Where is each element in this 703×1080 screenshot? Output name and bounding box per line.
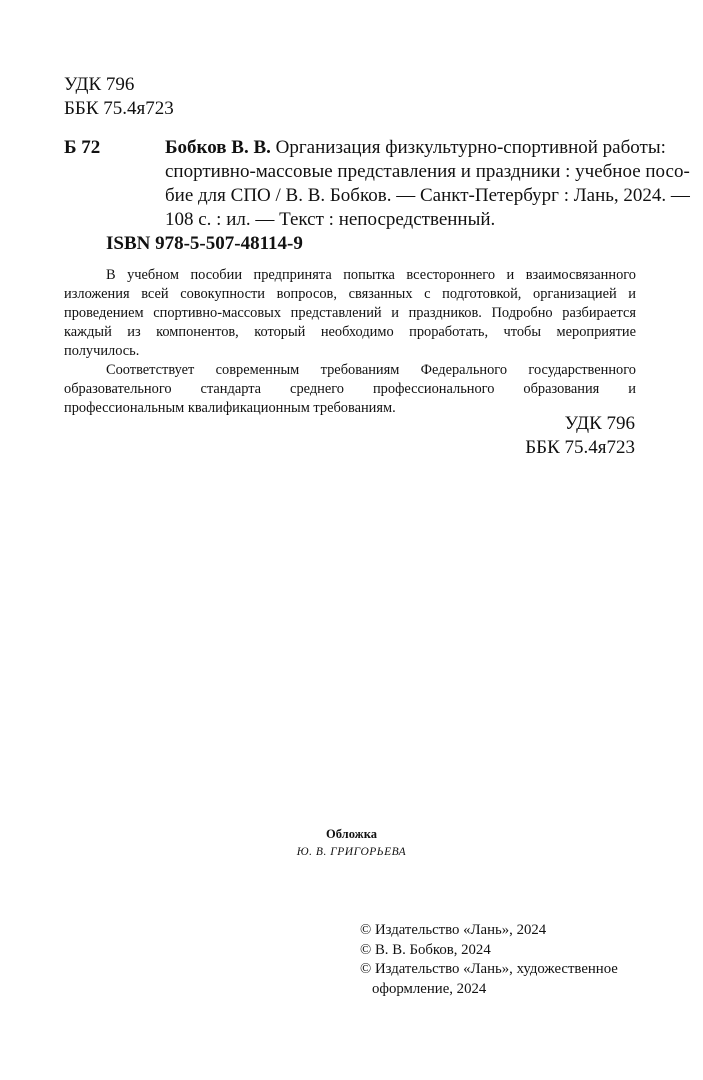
copyright-line: © В. В. Бобков, 2024 — [360, 941, 491, 958]
udk-code-bottom: УДК 796 — [564, 413, 635, 434]
annotation-line: каждый из компонентов, который необходимо проработать, чтобы мероприятие — [64, 324, 636, 340]
annotation-paragraph-2 — [64, 361, 636, 418]
annotation-line: В учебном пособии предпринята попытка всестороннего и взаимосвязанного — [106, 267, 636, 283]
copyright-line: © Издательство «Лань», художественное — [360, 961, 618, 977]
udk-code-top: УДК 796 — [64, 74, 135, 95]
copyright-block — [360, 921, 618, 999]
bbk-code-bottom: ББК 75.4я723 — [525, 437, 635, 458]
biblio-line: бие для СПО / В. В. Бобков. — Санкт-Петербург : Лань, 2024. — — [165, 185, 690, 206]
title-line: Организация физкультурно-спортивной работы: — [275, 137, 666, 158]
annotation-line: получилось. — [64, 343, 140, 359]
annotation-line: изложения всей совокупности вопросов, связанных с подготовкой, организацией и — [64, 286, 636, 302]
isbn: ISBN 978-5-507-48114-9 — [106, 233, 303, 254]
biblio-line — [165, 136, 666, 160]
library-code: Б 72 — [64, 137, 101, 158]
biblio-line: 108 с. : ил. — Текст : непосредственный. — [165, 209, 496, 230]
cover-artist: Ю. В. ГРИГОРЬЕВА — [296, 846, 407, 858]
annotation-paragraph-1 — [64, 266, 636, 361]
annotation-line: образовательного стандарта среднего профессионального образования и — [64, 381, 636, 397]
bbk-code-top: ББК 75.4я723 — [64, 98, 174, 119]
biblio-line: спортивно-массовые представления и праздники : учебное посо- — [165, 161, 690, 182]
cover-label: Обложка — [326, 827, 377, 841]
bibliographic-record — [165, 136, 690, 232]
copyright-line: оформление, 2024 — [372, 980, 487, 997]
annotation — [64, 266, 636, 418]
copyright-line: © Издательство «Лань», 2024 — [360, 922, 547, 938]
annotation-line: Соответствует современным требованиям Федерального государственного — [106, 362, 636, 378]
annotation-line: проведением спортивно-массовых представлений и праздников. Подробно разбирается — [64, 305, 636, 321]
author-name: Бобков В. В. — [165, 137, 271, 158]
annotation-line: профессиональным квалификационным требованиям. — [64, 400, 396, 416]
